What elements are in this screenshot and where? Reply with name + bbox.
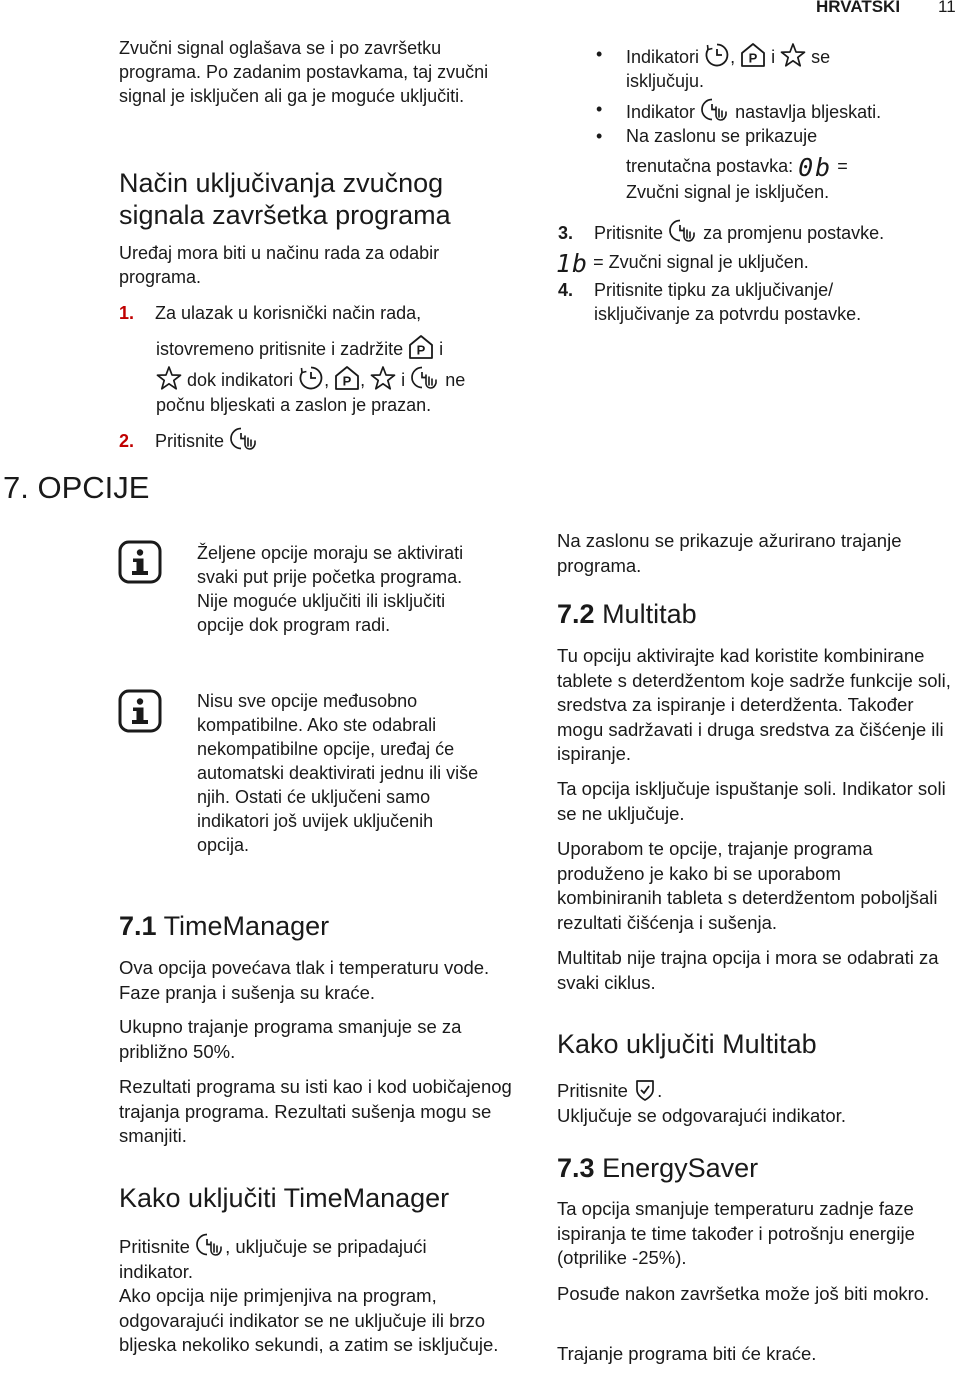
step-3-text-b: za promjenu postavke. bbox=[703, 223, 885, 243]
section-7-2-title: Multitab bbox=[602, 599, 697, 629]
bullet-1-line-2: isključuju. bbox=[626, 71, 705, 91]
section-7-heading bbox=[3, 470, 149, 506]
step-4 bbox=[558, 278, 938, 326]
step-1-line-2a: istovremeno pritisnite i zadržite bbox=[156, 339, 404, 359]
section-7-1-title: TimeManager bbox=[163, 911, 330, 941]
energysaver-p1: Ta opcija smanjuje temperaturu zadnje faze ispiranja te time također i potrošnju energije (otprilike -25%). bbox=[557, 1198, 915, 1268]
program-p-icon bbox=[740, 42, 766, 68]
comma: , bbox=[360, 370, 366, 390]
program-p-icon bbox=[334, 365, 360, 391]
info-note-2: Nisu sve opcije međusobno kompatibilne. Ako ste odabrali nekompatibilne opcije, uređaj će automatski deaktivirati jednu ili više njih. Ostati će uključeni samo indikatori još uvijek uključenih opcija. bbox=[197, 691, 479, 855]
multitab-icon bbox=[633, 1078, 657, 1102]
section-7-number: 7. bbox=[3, 470, 29, 505]
section-7-title: OPCIJE bbox=[37, 470, 150, 505]
timemanager-how bbox=[119, 1232, 529, 1358]
timemanager-how-text: , uključuje se pripadajući bbox=[225, 1236, 427, 1257]
beep-heading: Način uključivanja zvučnog signala završetka programa bbox=[119, 168, 451, 230]
page-number: 11 bbox=[938, 0, 956, 16]
comma: , bbox=[730, 47, 736, 67]
step-4-line-1: Pritisnite tipku za uključivanje/ bbox=[594, 280, 834, 300]
setting-on bbox=[556, 250, 809, 276]
step-1-line-2b: i bbox=[439, 339, 444, 359]
bullet-2-text: nastavlja bljeskati. bbox=[735, 102, 882, 122]
indicators-word: Indikatori bbox=[626, 47, 700, 67]
display-1b: 1b bbox=[556, 249, 589, 278]
info-icon bbox=[118, 689, 162, 738]
info-icon bbox=[118, 540, 162, 589]
svg-text:P: P bbox=[342, 373, 352, 389]
multitab-how bbox=[557, 1078, 947, 1128]
step-1-number: 1. bbox=[119, 303, 135, 323]
timemanager-icon bbox=[410, 365, 440, 391]
multitab-p1: Tu opciju aktivirajte kad koristite kombinirane tablete s deterdžentom koje sadrže funkcije soli, sredstva za ispiranje i deterdženta. Također mogu sadržavati i druga sredstva za čišćenje ili ispiranje. bbox=[557, 645, 951, 764]
step-3-text-a: Pritisnite bbox=[594, 223, 664, 243]
se-word: se bbox=[811, 47, 831, 67]
section-7-2-heading bbox=[557, 598, 697, 630]
and-word: i bbox=[401, 370, 406, 390]
section-7-1-number: 7.1 bbox=[119, 911, 157, 941]
timemanager-icon bbox=[700, 97, 730, 123]
step-1-line-4: počnu bljeskati a zaslon je prazan. bbox=[156, 395, 432, 415]
multitab-p3: Uporabom te opcije, trajanje programa produženo je kako bi se uporabom kombiniranih tableta s deterdžentom poboljšali rezultati čišćenja i sušenja. bbox=[557, 838, 938, 933]
step-4-number: 4. bbox=[558, 280, 574, 300]
step-4-line-2: isključivanje za potvrdu postavke. bbox=[594, 304, 862, 324]
timemanager-how-p2: Ako opcija nije primjenjiva na program, odgovarajući indikator se ne uključuje ili brzo bljeska nekoliko sekundi, a zatim se isključuje. bbox=[119, 1285, 499, 1355]
comma: , bbox=[324, 370, 330, 390]
step-1-line-3a: dok indikatori bbox=[187, 370, 294, 390]
timemanager-p1: Ova opcija povećava tlak i temperaturu vode. Faze pranja i sušenja su kraće. bbox=[119, 957, 490, 1003]
star-icon bbox=[780, 42, 806, 68]
svg-text:P: P bbox=[416, 342, 426, 358]
step-3-number: 3. bbox=[558, 223, 574, 243]
clock-icon bbox=[704, 42, 730, 68]
press-word: Pritisnite bbox=[557, 1080, 628, 1101]
timemanager-icon bbox=[195, 1232, 225, 1258]
energysaver-p2: Posuđe nakon završetka može još biti mokro. bbox=[557, 1283, 930, 1304]
bullet-3-line-1: Na zaslonu se prikazuje bbox=[626, 126, 818, 146]
page-header bbox=[816, 0, 900, 18]
program-p-icon bbox=[408, 334, 434, 360]
clock-icon bbox=[298, 365, 324, 391]
header-language: HRVATSKI bbox=[816, 0, 901, 16]
period: . bbox=[657, 1080, 663, 1101]
and-word: i bbox=[771, 47, 776, 67]
timemanager-icon bbox=[668, 218, 698, 244]
intro-text: Zvučni signal oglašava se i po završetku programa. Po zadanim postavkama, taj zvučni signal je isključen ali ga je moguće uključiti. bbox=[119, 38, 489, 106]
bullet: • bbox=[596, 126, 603, 146]
multitab-p4: Multitab nije trajna opcija i mora se odabrati za svaki ciklus. bbox=[557, 947, 939, 993]
section-7-2-number: 7.2 bbox=[557, 599, 595, 629]
bullet: • bbox=[596, 99, 603, 119]
step-2 bbox=[119, 426, 259, 453]
step-1-line-1: Za ulazak u korisnički način rada, bbox=[155, 303, 422, 323]
updated-duration: Na zaslonu se prikazuje ažurirano trajanje programa. bbox=[557, 530, 902, 576]
energysaver-p3: Trajanje programa biti će kraće. bbox=[557, 1343, 817, 1364]
section-7-1-heading bbox=[119, 910, 329, 942]
equals-sign: = bbox=[837, 156, 848, 176]
section-7-3-number: 7.3 bbox=[557, 1153, 595, 1183]
press-word: Pritisnite bbox=[119, 1236, 190, 1257]
bullet-3-line-2: trenutačna postavka: bbox=[626, 156, 794, 176]
multitab-p2: Ta opcija isključuje ispuštanje soli. Indikator soli se ne uključuje. bbox=[557, 778, 946, 824]
section-7-3-title: EnergySaver bbox=[602, 1153, 759, 1183]
info-note-1: Željene opcije moraju se aktivirati svaki put prije početka programa. Nije moguće uključiti ili isključiti opcije dok program radi. bbox=[197, 543, 464, 635]
svg-text:P: P bbox=[748, 50, 758, 66]
mode-requirement: Uređaj mora biti u načinu rada za odabir programa. bbox=[119, 243, 440, 287]
bullet: • bbox=[596, 44, 603, 64]
timemanager-p2: Ukupno trajanje programa smanjuje se za približno 50%. bbox=[119, 1016, 462, 1062]
star-icon bbox=[370, 365, 396, 391]
step-2-number: 2. bbox=[119, 431, 135, 451]
section-7-3-heading bbox=[557, 1152, 758, 1184]
result-list bbox=[596, 42, 946, 204]
timemanager-icon bbox=[229, 426, 259, 452]
timemanager-how-indicator: indikator. bbox=[119, 1260, 194, 1282]
setting-on-text: = Zvučni signal je uključen. bbox=[593, 252, 809, 272]
multitab-how-text: Uključuje se odgovarajući indikator. bbox=[557, 1104, 846, 1126]
timemanager-how-heading: Kako uključiti TimeManager bbox=[119, 1183, 450, 1213]
timemanager-p3: Rezultati programa su isti kao i kod uobičajenog trajanja programa. Rezultati sušenja mogu se smanjiti. bbox=[119, 1076, 512, 1146]
display-0b: 0b bbox=[798, 153, 833, 182]
indicator-word: Indikator bbox=[626, 102, 696, 122]
star-icon bbox=[156, 365, 182, 391]
multitab-how-heading: Kako uključiti Multitab bbox=[557, 1029, 817, 1059]
step-2-text: Pritisnite bbox=[155, 431, 225, 451]
step-1 bbox=[119, 301, 539, 417]
step-3 bbox=[558, 218, 884, 245]
ne-word: ne bbox=[445, 370, 466, 390]
bullet-3-line-3: Zvučni signal je isključen. bbox=[626, 182, 830, 202]
